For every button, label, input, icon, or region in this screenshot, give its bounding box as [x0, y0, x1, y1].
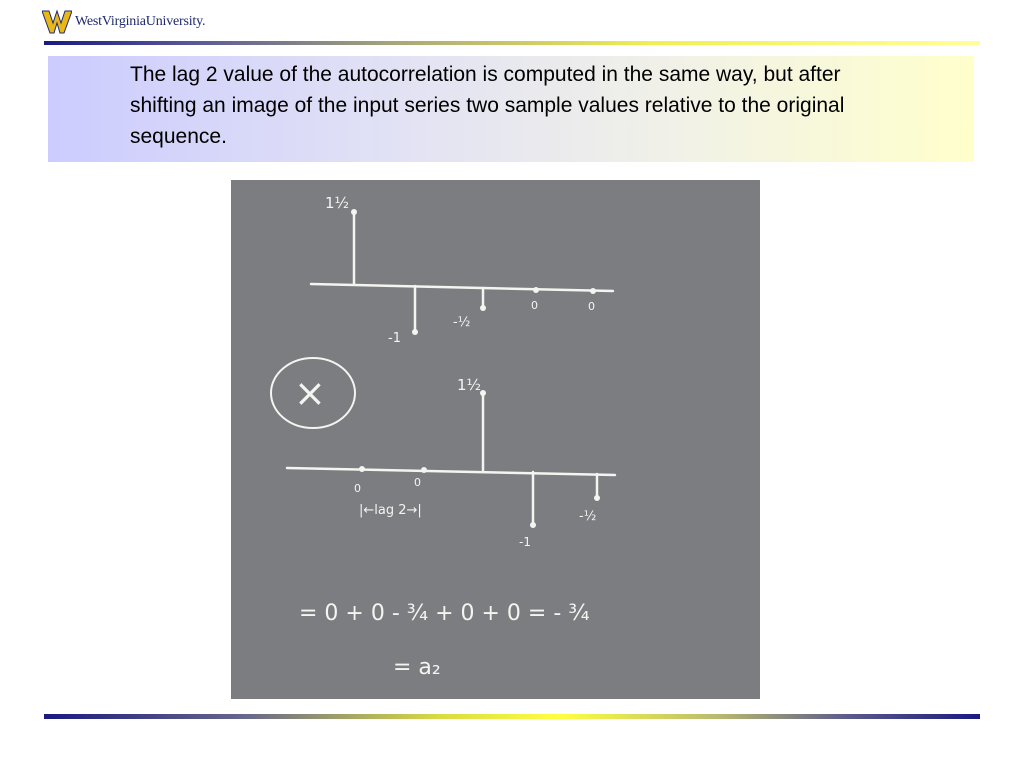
bottom-label-positive: 1½ — [457, 376, 482, 394]
chalkboard-drawing — [231, 180, 760, 699]
lag-annotation: |←lag 2→| — [359, 503, 422, 518]
bottom-label-zero-b: 0 — [414, 476, 421, 489]
logo-text: WestVirginiaUniversity. — [75, 14, 206, 29]
body-paragraph: The lag 2 value of the autocorrelation is computed in the same way, but after shifting an image of the input series two sample values relative to the original sequence. — [130, 63, 845, 148]
text-box — [48, 56, 974, 162]
multiply-symbol: × — [294, 371, 326, 415]
top-series-plot — [311, 194, 613, 346]
equation-line-1: = 0 + 0 - ¾ + 0 + 0 = - ¾ — [299, 601, 590, 626]
equation-line-2: = a₂ — [393, 655, 441, 680]
bottom-series-plot — [287, 376, 615, 549]
top-label-positive: 1½ — [325, 194, 350, 212]
top-label-zero-a: 0 — [531, 299, 538, 312]
top-divider — [44, 41, 980, 45]
bottom-label-neg-one: -1 — [519, 535, 531, 549]
chalkboard-photo — [231, 180, 760, 699]
top-label-neg-half: -½ — [453, 315, 471, 330]
wvu-logo — [42, 8, 205, 36]
top-label-zero-b: 0 — [588, 300, 595, 313]
bottom-divider — [44, 714, 980, 719]
bottom-label-neg-half: -½ — [579, 509, 597, 524]
bottom-label-zero-a: 0 — [354, 482, 361, 495]
wv-flying-logo-icon — [42, 9, 72, 35]
top-label-neg-one: -1 — [388, 331, 401, 346]
multiply-circle — [271, 358, 355, 428]
